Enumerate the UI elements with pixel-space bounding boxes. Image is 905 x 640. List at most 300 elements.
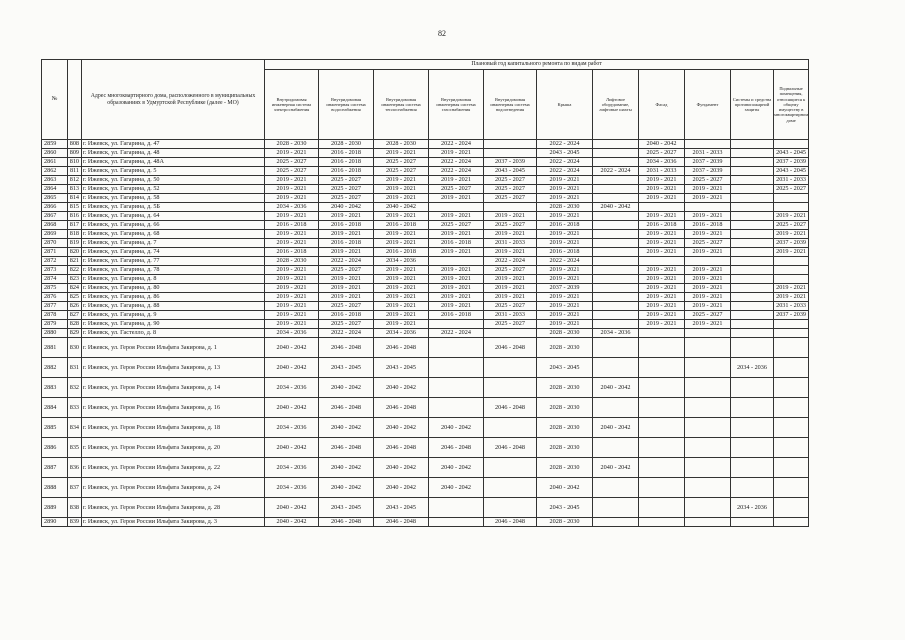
row-period-cell	[731, 185, 774, 194]
row-period-cell	[484, 458, 537, 478]
row-period-cell: 2016 - 2018	[639, 221, 685, 230]
row-period-cell: 2016 - 2018	[429, 239, 484, 248]
row-address: г. Ижевск, ул. Гагарина, д. 64	[82, 212, 265, 221]
row-period-cell	[731, 230, 774, 239]
row-period-cell	[731, 194, 774, 203]
row-period-cell: 2046 - 2048	[374, 398, 429, 418]
row-period-cell: 2046 - 2048	[374, 518, 429, 527]
row-period-cell	[429, 257, 484, 266]
row-period-cell: 2025 - 2027	[319, 194, 374, 203]
row-number: 2863	[42, 176, 68, 185]
row-period-cell: 2040 - 2042	[319, 478, 374, 498]
row-period-cell: 2040 - 2042	[265, 518, 319, 527]
row-period-cell: 2025 - 2027	[319, 266, 374, 275]
row-period-cell	[731, 458, 774, 478]
row-period-cell: 2046 - 2048	[484, 338, 537, 358]
row-mo-number: 812	[68, 176, 82, 185]
row-period-cell: 2025 - 2027	[319, 320, 374, 329]
row-period-cell: 2028 - 2030	[537, 438, 593, 458]
row-period-cell: 2046 - 2048	[319, 338, 374, 358]
row-period-cell: 2022 - 2024	[429, 167, 484, 176]
row-address: г. Ижевск, ул. Гагарина, д. 86	[82, 293, 265, 302]
row-number: 2885	[42, 418, 68, 438]
row-period-cell: 2019 - 2021	[319, 212, 374, 221]
row-period-cell	[429, 398, 484, 418]
row-mo-number: 834	[68, 418, 82, 438]
row-period-cell	[774, 398, 809, 418]
header-column: Крыша	[537, 70, 593, 140]
row-period-cell	[774, 320, 809, 329]
row-period-cell: 2040 - 2042	[319, 203, 374, 212]
row-period-cell	[731, 418, 774, 438]
row-period-cell: 2019 - 2021	[319, 293, 374, 302]
table-row	[42, 140, 809, 149]
row-period-cell: 2025 - 2027	[429, 221, 484, 230]
row-period-cell	[593, 212, 639, 221]
row-mo-number: 831	[68, 358, 82, 378]
row-period-cell: 2025 - 2027	[484, 194, 537, 203]
row-period-cell: 2028 - 2030	[537, 203, 593, 212]
row-number: 2859	[42, 140, 68, 149]
header-column: Фасад	[639, 70, 685, 140]
row-period-cell	[639, 418, 685, 438]
row-period-cell	[639, 358, 685, 378]
table-row	[42, 239, 809, 248]
row-period-cell: 2019 - 2021	[639, 230, 685, 239]
row-period-cell: 2046 - 2048	[484, 398, 537, 418]
table-row	[42, 293, 809, 302]
row-address: г. Ижевск, ул. Гагарина, д. 8	[82, 275, 265, 284]
row-period-cell: 2037 - 2039	[774, 311, 809, 320]
row-period-cell: 2040 - 2042	[593, 203, 639, 212]
row-period-cell: 2019 - 2021	[374, 194, 429, 203]
row-number: 2870	[42, 239, 68, 248]
row-period-cell: 2019 - 2021	[685, 293, 731, 302]
row-period-cell: 2046 - 2048	[319, 518, 374, 527]
row-period-cell: 2019 - 2021	[429, 194, 484, 203]
row-period-cell: 2031 - 2033	[774, 176, 809, 185]
row-period-cell	[429, 498, 484, 518]
row-period-cell: 2043 - 2045	[319, 358, 374, 378]
row-period-cell	[685, 418, 731, 438]
row-period-cell	[685, 498, 731, 518]
row-period-cell: 2019 - 2021	[319, 284, 374, 293]
table-row	[42, 458, 809, 478]
row-period-cell: 2019 - 2021	[774, 248, 809, 257]
row-mo-number: 808	[68, 140, 82, 149]
row-mo-number: 823	[68, 275, 82, 284]
row-address: г. Ижевск, ул. Героя России Ильфата Закирова, д. 16	[82, 398, 265, 418]
row-period-cell: 2031 - 2033	[774, 302, 809, 311]
row-period-cell: 2043 - 2045	[374, 358, 429, 378]
row-period-cell: 2025 - 2027	[319, 302, 374, 311]
header-column: Лифтовое оборудование, лифтовые шахты	[593, 70, 639, 140]
row-address: г. Ижевск, ул. Героя России Ильфата Закирова, д. 3	[82, 518, 265, 527]
row-number: 2889	[42, 498, 68, 518]
row-period-cell	[731, 167, 774, 176]
row-mo-number: 837	[68, 478, 82, 498]
row-period-cell: 2019 - 2021	[537, 293, 593, 302]
row-period-cell	[774, 438, 809, 458]
table-row	[42, 257, 809, 266]
row-period-cell	[731, 311, 774, 320]
row-period-cell: 2019 - 2021	[537, 302, 593, 311]
row-period-cell: 2019 - 2021	[265, 320, 319, 329]
row-mo-number: 833	[68, 398, 82, 418]
row-number: 2890	[42, 518, 68, 527]
row-period-cell: 2019 - 2021	[685, 194, 731, 203]
row-period-cell: 2019 - 2021	[429, 302, 484, 311]
row-period-cell: 2019 - 2021	[639, 293, 685, 302]
row-number: 2873	[42, 266, 68, 275]
row-number: 2872	[42, 257, 68, 266]
row-period-cell	[731, 239, 774, 248]
table-row	[42, 221, 809, 230]
row-mo-number: 825	[68, 293, 82, 302]
header-number: №	[42, 60, 68, 140]
row-period-cell: 2040 - 2042	[374, 458, 429, 478]
row-address: г. Ижевск, ул. Героя России Ильфата Закирова, д. 18	[82, 418, 265, 438]
row-period-cell	[429, 320, 484, 329]
row-period-cell	[731, 320, 774, 329]
row-period-cell: 2040 - 2042	[265, 398, 319, 418]
row-period-cell: 2016 - 2018	[374, 248, 429, 257]
row-period-cell	[685, 378, 731, 398]
row-period-cell: 2019 - 2021	[639, 284, 685, 293]
row-period-cell	[593, 185, 639, 194]
row-period-cell	[731, 221, 774, 230]
row-period-cell: 2040 - 2042	[319, 378, 374, 398]
row-period-cell: 2043 - 2045	[537, 358, 593, 378]
row-period-cell: 2019 - 2021	[774, 212, 809, 221]
row-period-cell	[639, 257, 685, 266]
table-row	[42, 498, 809, 518]
row-mo-number: 828	[68, 320, 82, 329]
row-period-cell: 2019 - 2021	[639, 266, 685, 275]
row-period-cell: 2016 - 2018	[319, 149, 374, 158]
row-number: 2880	[42, 329, 68, 338]
row-period-cell: 2019 - 2021	[685, 230, 731, 239]
header-column: Внутридомовая инженерная система водоснабжения	[319, 70, 374, 140]
row-period-cell: 2019 - 2021	[639, 320, 685, 329]
row-period-cell	[593, 140, 639, 149]
row-address: г. Ижевск, ул. Гастелло, д. 8	[82, 329, 265, 338]
row-period-cell: 2019 - 2021	[374, 284, 429, 293]
row-period-cell: 2016 - 2018	[265, 221, 319, 230]
row-address: г. Ижевск, ул. Гагарина, д. 47	[82, 140, 265, 149]
row-period-cell	[484, 478, 537, 498]
row-period-cell: 2025 - 2027	[685, 311, 731, 320]
row-period-cell: 2028 - 2030	[265, 140, 319, 149]
row-period-cell	[685, 518, 731, 527]
row-number: 2864	[42, 185, 68, 194]
row-period-cell: 2037 - 2039	[484, 158, 537, 167]
row-period-cell: 2025 - 2027	[319, 176, 374, 185]
row-period-cell: 2019 - 2021	[429, 149, 484, 158]
row-period-cell	[731, 149, 774, 158]
row-address: г. Ижевск, ул. Гагарина, д. 48А	[82, 158, 265, 167]
row-period-cell	[593, 194, 639, 203]
row-mo-number: 836	[68, 458, 82, 478]
row-period-cell	[484, 498, 537, 518]
row-period-cell: 2046 - 2048	[319, 398, 374, 418]
row-period-cell: 2019 - 2021	[639, 311, 685, 320]
row-period-cell	[593, 398, 639, 418]
row-period-cell: 2034 - 2036	[265, 203, 319, 212]
row-number: 2862	[42, 167, 68, 176]
row-period-cell: 2034 - 2036	[593, 329, 639, 338]
row-period-cell	[685, 458, 731, 478]
row-period-cell: 2031 - 2033	[639, 167, 685, 176]
row-period-cell	[731, 398, 774, 418]
row-period-cell: 2019 - 2021	[685, 185, 731, 194]
row-number: 2882	[42, 358, 68, 378]
row-period-cell	[429, 203, 484, 212]
row-period-cell: 2019 - 2021	[374, 311, 429, 320]
row-period-cell: 2043 - 2045	[319, 498, 374, 518]
row-period-cell: 2043 - 2045	[374, 498, 429, 518]
row-period-cell: 2043 - 2045	[774, 167, 809, 176]
row-period-cell	[731, 518, 774, 527]
row-address: г. Ижевск, ул. Гагарина, д. 5	[82, 167, 265, 176]
row-period-cell: 2037 - 2039	[685, 158, 731, 167]
row-address: г. Ижевск, ул. Героя России Ильфата Закирова, д. 14	[82, 378, 265, 398]
row-mo-number: 810	[68, 158, 82, 167]
row-period-cell	[731, 158, 774, 167]
row-period-cell: 2028 - 2030	[537, 418, 593, 438]
row-period-cell: 2019 - 2021	[639, 302, 685, 311]
table-row	[42, 248, 809, 257]
row-period-cell	[639, 498, 685, 518]
row-period-cell: 2037 - 2039	[537, 284, 593, 293]
row-period-cell: 2031 - 2033	[484, 239, 537, 248]
row-period-cell	[774, 518, 809, 527]
table-row	[42, 329, 809, 338]
row-period-cell: 2022 - 2024	[537, 167, 593, 176]
table-row	[42, 320, 809, 329]
row-period-cell: 2019 - 2021	[774, 293, 809, 302]
row-mo-number: 819	[68, 239, 82, 248]
row-address: г. Ижевск, ул. Героя России Ильфата Закирова, д. 13	[82, 358, 265, 378]
row-period-cell	[774, 478, 809, 498]
row-address: г. Ижевск, ул. Гагарина, д. 58	[82, 194, 265, 203]
row-period-cell: 2043 - 2045	[537, 149, 593, 158]
row-period-cell: 2019 - 2021	[374, 302, 429, 311]
row-address: г. Ижевск, ул. Гагарина, д. 9	[82, 311, 265, 320]
row-period-cell: 2046 - 2048	[319, 438, 374, 458]
row-period-cell: 2019 - 2021	[319, 275, 374, 284]
row-period-cell: 2025 - 2027	[429, 185, 484, 194]
row-period-cell	[774, 338, 809, 358]
row-number: 2867	[42, 212, 68, 221]
row-period-cell: 2019 - 2021	[374, 266, 429, 275]
row-period-cell: 2040 - 2042	[593, 378, 639, 398]
row-period-cell	[593, 248, 639, 257]
row-period-cell: 2043 - 2045	[484, 167, 537, 176]
row-period-cell	[484, 140, 537, 149]
table-header	[42, 60, 809, 140]
row-period-cell: 2019 - 2021	[374, 185, 429, 194]
row-period-cell	[731, 478, 774, 498]
row-period-cell: 2019 - 2021	[537, 275, 593, 284]
row-period-cell	[593, 275, 639, 284]
row-period-cell	[685, 203, 731, 212]
row-period-cell: 2034 - 2036	[731, 498, 774, 518]
row-period-cell: 2040 - 2042	[265, 338, 319, 358]
row-period-cell: 2034 - 2036	[374, 257, 429, 266]
row-period-cell: 2028 - 2030	[537, 458, 593, 478]
row-period-cell: 2019 - 2021	[774, 230, 809, 239]
row-period-cell: 2043 - 2045	[774, 149, 809, 158]
row-period-cell: 2016 - 2018	[265, 248, 319, 257]
row-mo-number: 835	[68, 438, 82, 458]
row-period-cell: 2025 - 2027	[319, 185, 374, 194]
row-period-cell: 2025 - 2027	[374, 158, 429, 167]
row-period-cell	[593, 158, 639, 167]
row-period-cell: 2019 - 2021	[265, 212, 319, 221]
row-address: г. Ижевск, ул. Гагарина, д. 50	[82, 176, 265, 185]
row-period-cell: 2016 - 2018	[319, 239, 374, 248]
row-mo-number: 809	[68, 149, 82, 158]
table-row	[42, 418, 809, 438]
row-number: 2884	[42, 398, 68, 418]
row-mo-number: 811	[68, 167, 82, 176]
row-address: г. Ижевск, ул. Героя России Ильфата Закирова, д. 22	[82, 458, 265, 478]
row-mo-number: 824	[68, 284, 82, 293]
row-period-cell: 2019 - 2021	[265, 149, 319, 158]
table-row	[42, 185, 809, 194]
row-period-cell: 2019 - 2021	[265, 230, 319, 239]
row-period-cell	[593, 221, 639, 230]
row-period-cell: 2022 - 2024	[319, 257, 374, 266]
row-period-cell: 2040 - 2042	[265, 358, 319, 378]
row-period-cell	[774, 275, 809, 284]
row-period-cell: 2043 - 2045	[537, 498, 593, 518]
row-period-cell: 2019 - 2021	[429, 212, 484, 221]
table-row	[42, 311, 809, 320]
row-period-cell	[593, 257, 639, 266]
row-period-cell: 2016 - 2018	[537, 221, 593, 230]
capital-repair-table	[41, 59, 809, 527]
row-period-cell: 2019 - 2021	[537, 320, 593, 329]
row-period-cell: 2022 - 2024	[593, 167, 639, 176]
row-address: г. Ижевск, ул. Гагарина, д. 77	[82, 257, 265, 266]
row-period-cell: 2016 - 2018	[429, 311, 484, 320]
row-period-cell: 2025 - 2027	[484, 176, 537, 185]
row-period-cell	[484, 329, 537, 338]
row-number: 2879	[42, 320, 68, 329]
row-number: 2865	[42, 194, 68, 203]
row-mo-number: 813	[68, 185, 82, 194]
row-period-cell	[639, 398, 685, 418]
row-period-cell	[731, 293, 774, 302]
table-row	[42, 358, 809, 378]
row-period-cell: 2040 - 2042	[639, 140, 685, 149]
row-period-cell	[731, 248, 774, 257]
table-row	[42, 266, 809, 275]
row-address: г. Ижевск, ул. Гагарина, д. 90	[82, 320, 265, 329]
row-period-cell: 2025 - 2027	[484, 221, 537, 230]
row-period-cell: 2037 - 2039	[774, 239, 809, 248]
row-period-cell	[731, 257, 774, 266]
row-period-cell: 2019 - 2021	[685, 284, 731, 293]
table-row	[42, 478, 809, 498]
row-period-cell: 2019 - 2021	[484, 275, 537, 284]
row-period-cell: 2019 - 2021	[685, 320, 731, 329]
row-period-cell: 2019 - 2021	[374, 230, 429, 239]
row-period-cell: 2019 - 2021	[537, 194, 593, 203]
row-period-cell: 2046 - 2048	[429, 438, 484, 458]
row-address: г. Ижевск, ул. Гагарина, д. 5Б	[82, 203, 265, 212]
header-column: Фундамент	[685, 70, 731, 140]
row-period-cell	[593, 320, 639, 329]
row-period-cell: 2019 - 2021	[639, 212, 685, 221]
row-period-cell: 2025 - 2027	[685, 239, 731, 248]
header-column: Внутридомовая инженерная система электроснабжения	[265, 70, 319, 140]
row-period-cell	[639, 329, 685, 338]
row-period-cell	[685, 257, 731, 266]
row-period-cell	[429, 378, 484, 398]
row-period-cell: 2019 - 2021	[484, 284, 537, 293]
row-period-cell: 2019 - 2021	[537, 239, 593, 248]
header-column: Системы и средства противопожарной защиты	[731, 70, 774, 140]
row-period-cell: 2028 - 2030	[374, 140, 429, 149]
row-period-cell	[731, 266, 774, 275]
row-number: 2887	[42, 458, 68, 478]
header-plan-year: Плановый год капитального ремонта по видам работ	[265, 60, 809, 70]
table-row	[42, 338, 809, 358]
row-period-cell: 2025 - 2027	[484, 320, 537, 329]
row-period-cell: 2034 - 2036	[265, 478, 319, 498]
row-period-cell: 2022 - 2024	[537, 257, 593, 266]
row-address: г. Ижевск, ул. Героя России Ильфата Закирова, д. 1	[82, 338, 265, 358]
table-row	[42, 176, 809, 185]
row-period-cell: 2025 - 2027	[685, 176, 731, 185]
row-period-cell: 2025 - 2027	[265, 158, 319, 167]
row-period-cell: 2019 - 2021	[685, 266, 731, 275]
row-period-cell: 2016 - 2018	[319, 311, 374, 320]
row-period-cell: 2019 - 2021	[374, 293, 429, 302]
row-period-cell: 2028 - 2030	[319, 140, 374, 149]
row-period-cell	[484, 203, 537, 212]
row-period-cell	[731, 438, 774, 458]
row-period-cell: 2040 - 2042	[374, 418, 429, 438]
row-mo-number: 827	[68, 311, 82, 320]
row-period-cell: 2022 - 2024	[429, 329, 484, 338]
row-address: г. Ижевск, ул. Гагарина, д. 48	[82, 149, 265, 158]
row-period-cell: 2019 - 2021	[639, 239, 685, 248]
row-period-cell: 2019 - 2021	[265, 302, 319, 311]
row-period-cell: 2025 - 2027	[484, 185, 537, 194]
row-period-cell: 2019 - 2021	[374, 149, 429, 158]
row-period-cell: 2037 - 2039	[774, 158, 809, 167]
row-period-cell: 2022 - 2024	[429, 140, 484, 149]
row-number: 2869	[42, 230, 68, 239]
row-period-cell	[731, 203, 774, 212]
row-mo-number: 814	[68, 194, 82, 203]
row-period-cell	[774, 257, 809, 266]
row-period-cell: 2022 - 2024	[429, 158, 484, 167]
row-period-cell: 2019 - 2021	[429, 293, 484, 302]
row-period-cell: 2040 - 2042	[593, 458, 639, 478]
row-number: 2874	[42, 275, 68, 284]
row-mo-number: 829	[68, 329, 82, 338]
row-period-cell: 2019 - 2021	[429, 284, 484, 293]
row-period-cell: 2022 - 2024	[537, 158, 593, 167]
row-period-cell	[731, 284, 774, 293]
row-period-cell: 2019 - 2021	[429, 248, 484, 257]
row-period-cell: 2019 - 2021	[265, 176, 319, 185]
